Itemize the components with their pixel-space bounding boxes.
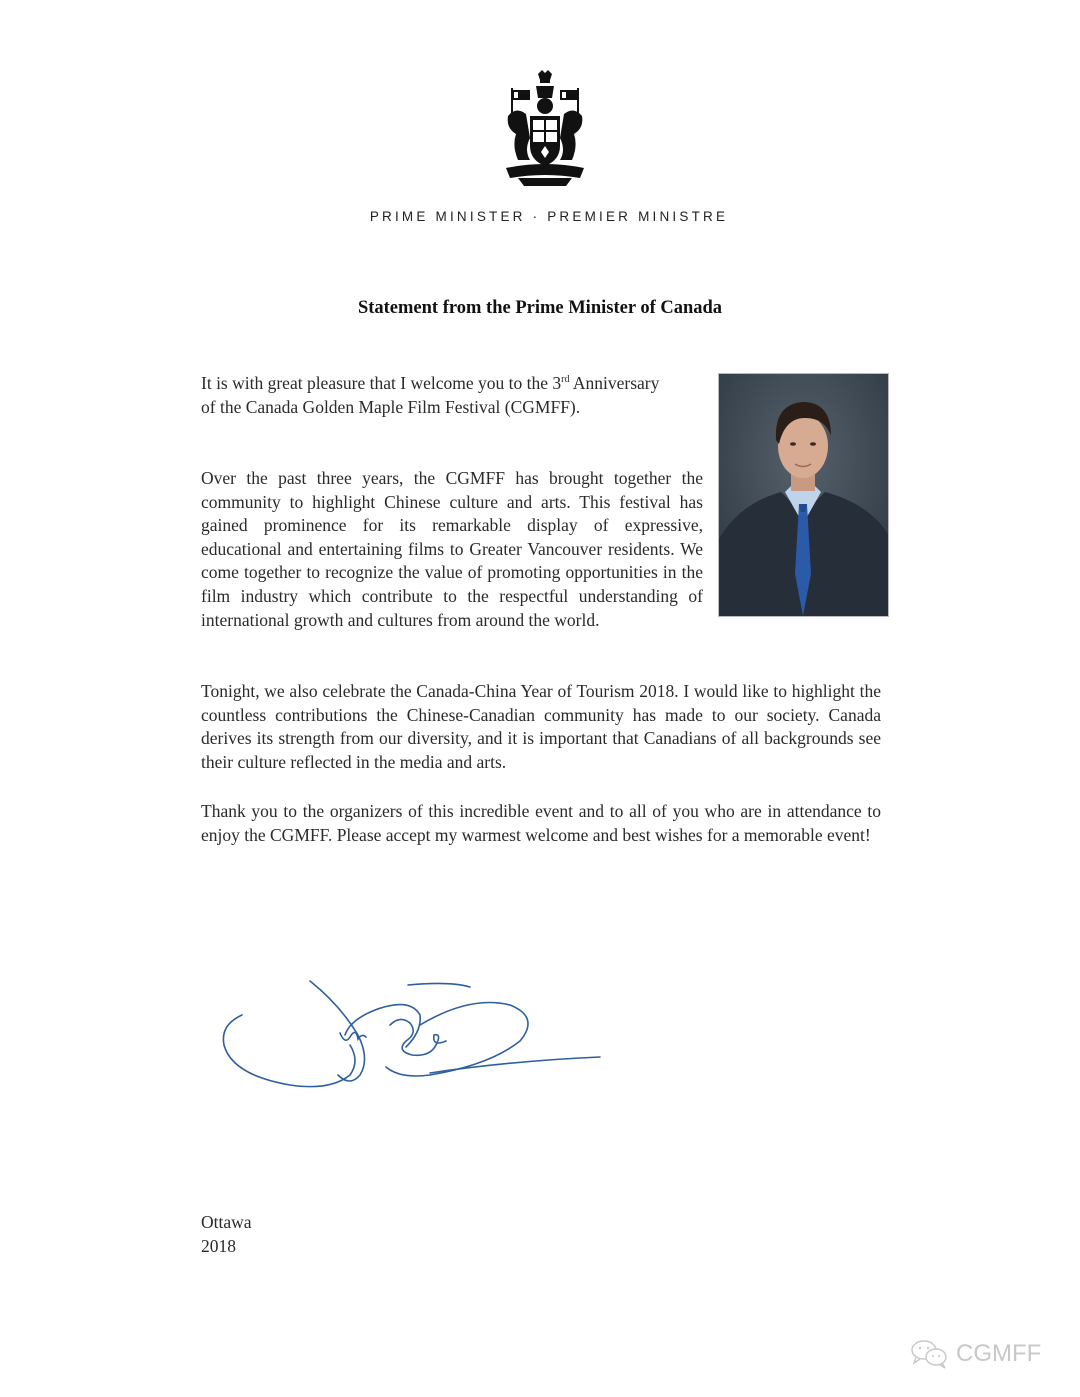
watermark bbox=[910, 1338, 1041, 1370]
paragraph-tourism-year: Tonight, we also celebrate the Canada-China Year of Tourism 2018. I would like to highlight the countless contributions the Chinese-Canadian community has made to our society. Canada derives its strength from our diversity, and it is important that Canadians of all backgrounds see their culture reflected in the media and arts. bbox=[201, 681, 881, 772]
office-heading: PRIME MINISTER · PREMIER MINISTRE bbox=[369, 209, 729, 224]
paragraph-history: Over the past three years, the CGMFF has brought together the community to highlight Chinese culture and arts. This festival has gained prominence for its remarkable display of expressive, educational and entertaining films to Greater Vancouver residents. We come together to recognize the value of promoting opportunities in the film industry which contribute to the respectful understanding of international growth and cultures from around the world. bbox=[201, 468, 703, 630]
signature bbox=[210, 975, 610, 1095]
coat-of-arms-icon bbox=[500, 68, 590, 188]
paragraph-welcome-text: It is with great pleasure that I welcome you to the 3 bbox=[201, 373, 562, 393]
closing-block bbox=[201, 1210, 252, 1258]
statement-title: Statement from the Prime Minister of Canada bbox=[357, 298, 723, 318]
watermark-label: CGMFF bbox=[956, 1340, 1042, 1367]
closing-place: Ottawa bbox=[201, 1212, 252, 1232]
closing-year: 2018 bbox=[201, 1236, 236, 1256]
paragraph-welcome bbox=[201, 372, 671, 419]
paragraph-thanks: Thank you to the organizers of this incredible event and to all of you who are in attendance to enjoy the CGMFF. Please accept my warmest welcome and best wishes for a memorable event! bbox=[201, 801, 881, 845]
wechat-icon bbox=[910, 1338, 950, 1370]
ordinal-suffix: rd bbox=[561, 374, 570, 386]
portrait-photo bbox=[718, 373, 889, 617]
paragraph-welcome-text-cont: Anniversary of the Canada Golden Maple Film Festival (CGMFF). bbox=[201, 373, 660, 417]
